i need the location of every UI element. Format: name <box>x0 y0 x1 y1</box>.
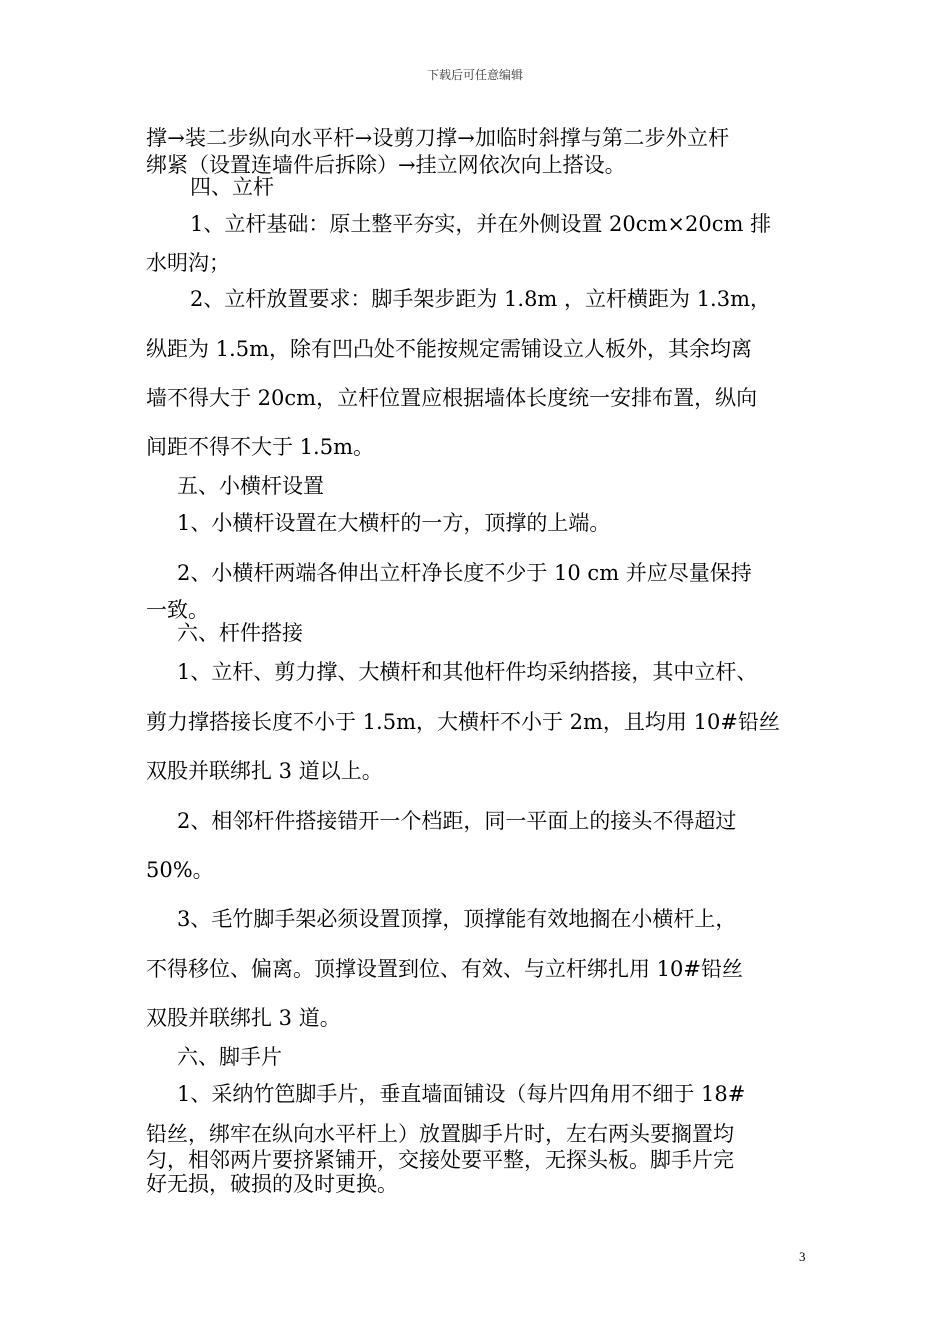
body-line: 剪力撑搭接长度不小于 1.5m，大横杆不小于 2m，且均用 10#铅丝 <box>146 710 780 734</box>
body-line: 1、立杆、剪力撑、大横杆和其他杆件均采纳搭接，其中立杆、 <box>177 660 758 684</box>
body-line: 1、立杆基础：原土整平夯实，并在外侧设置 20cm×20cm 排 <box>190 212 772 236</box>
body-line: 2、立杆放置要求：脚手架步距为 1.8m ，立杆横距为 1.3m， <box>190 287 772 311</box>
body-line: 铅丝，绑牢在纵向水平杆上）放置脚手片时，左右两头要搁置均 <box>146 1122 734 1146</box>
body-line: 匀，相邻两片要挤紧铺开，交接处要平整，无探头板。脚手片完 <box>146 1148 734 1172</box>
body-line: 1、小横杆设置在大横杆的一方，顶撑的上端。 <box>177 511 611 535</box>
section-heading: 六、脚手片 <box>177 1045 282 1069</box>
body-line: 间距不得不大于 1.5m。 <box>146 435 374 459</box>
section-heading: 四、立杆 <box>190 175 274 199</box>
section-heading: 五、小横杆设置 <box>177 474 324 498</box>
body-line: 绑紧（设置连墙件后拆除）→挂立网依次向上搭设。 <box>146 153 626 177</box>
body-line: 一致。 <box>146 598 209 622</box>
body-line: 纵距为 1.5m，除有凹凸处不能按规定需铺设立人板外，其余均离 <box>146 337 752 361</box>
section-heading: 六、杆件搭接 <box>177 621 303 645</box>
body-line: 水明沟； <box>146 251 230 275</box>
body-line: 撑→装二步纵向水平杆→设剪刀撑→加临时斜撑与第二步外立杆 <box>146 126 730 150</box>
page-header: 下载后可任意编辑 <box>426 68 523 82</box>
body-line: 2、小横杆两端各伸出立杆净长度不少于 10 cm 并应尽量保持 <box>177 561 752 585</box>
body-line: 1、采纳竹笆脚手片，垂直墙面铺设（每片四角用不细于 18# <box>177 1082 746 1106</box>
body-line: 不得移位、偏离。顶撑设置到位、有效、与立杆绑扎用 10#铅丝 <box>146 957 743 981</box>
page-number: 3 <box>799 1249 806 1264</box>
body-line: 3、毛竹脚手架必须设置顶撑，顶撑能有效地搁在小横杆上， <box>177 907 737 931</box>
body-line: 墙不得大于 20cm，立杆位置应根据墙体长度统一安排布置，纵向 <box>146 386 758 410</box>
body-line: 双股并联绑扎 3 道。 <box>146 1006 341 1030</box>
body-line: 2、相邻杆件搭接错开一个档距，同一平面上的接头不得超过 <box>177 809 737 833</box>
body-line: 双股并联绑扎 3 道以上。 <box>146 759 383 783</box>
body-line: 50%。 <box>146 858 214 882</box>
body-line: 好无损，破损的及时更换。 <box>146 1172 398 1196</box>
